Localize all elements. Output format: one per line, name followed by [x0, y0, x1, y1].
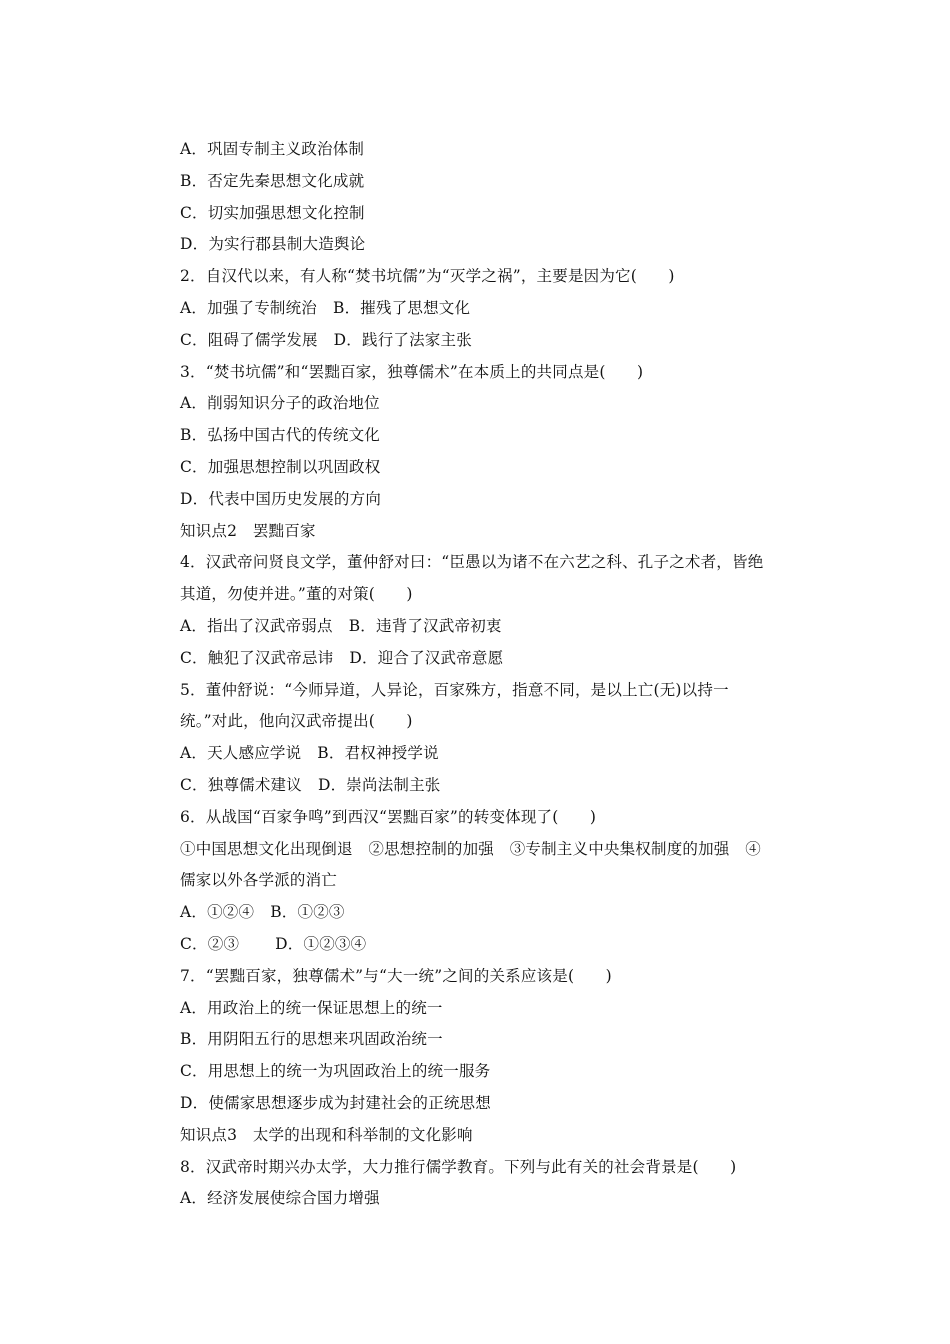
option-text: A．指出了汉武帝弱点	[180, 616, 333, 635]
option-text: B．用阴阳五行的思想来巩固政治统一	[180, 1030, 443, 1049]
question-line	[180, 961, 820, 993]
question-text: 6．从战国“百家争鸣”到西汉“罢黜百家”的转变体现了( )	[180, 807, 597, 826]
option-line	[180, 611, 820, 643]
option-line	[180, 325, 820, 357]
question-text: 7．“罢黜百家，独尊儒术”与“大一统”之间的关系应该是( )	[180, 966, 612, 985]
option-text: C．用思想上的统一为巩固政治上的统一服务	[180, 1062, 491, 1081]
question-line	[180, 357, 820, 389]
option-text: D．使儒家思想逐步成为封建社会的正统思想	[180, 1093, 491, 1112]
question-line	[180, 1152, 820, 1184]
option-text: C．独尊儒术建议	[180, 775, 302, 794]
option-line	[180, 1024, 820, 1056]
option-text: B．摧残了思想文化	[333, 298, 471, 317]
statement-text: ①中国思想文化出现倒退 ②思想控制的加强 ③专制主义中央集权制度的加强 ④	[180, 839, 761, 858]
option-text: B．君权神授学说	[317, 744, 439, 763]
option-text: D．①②③④	[275, 934, 367, 953]
question-text: 4．汉武帝问贤良文学，董仲舒对曰：“臣愚以为诸不在六艺之科、孔子之术者，皆绝	[180, 553, 764, 572]
question-line	[180, 547, 820, 579]
question-text: 统。”对此，他向汉武帝提出( )	[180, 712, 413, 731]
option-text: C．切实加强思想文化控制	[180, 203, 365, 222]
option-line	[180, 134, 820, 166]
option-text: A．削弱知识分子的政治地位	[180, 394, 380, 413]
question-line	[180, 261, 820, 293]
section-heading-text: 知识点2 罢黜百家	[180, 521, 316, 540]
option-line	[180, 166, 820, 198]
question-text: 3．“焚书坑儒”和“罢黜百家，独尊儒术”在本质上的共同点是( )	[180, 362, 644, 381]
option-text: B．违背了汉武帝初衷	[348, 616, 502, 635]
option-text: C．②③	[180, 934, 240, 953]
option-line	[180, 1056, 820, 1088]
option-line	[180, 1088, 820, 1120]
option-text: A．加强了专制统治	[180, 298, 317, 317]
section-heading	[180, 1120, 820, 1152]
option-line	[180, 388, 820, 420]
option-line	[180, 993, 820, 1025]
question-text: 2．自汉代以来，有人称“焚书坑儒”为“灭学之祸”，主要是因为它( )	[180, 267, 675, 286]
section-heading-text: 知识点3 太学的出现和科举制的文化影响	[180, 1125, 473, 1144]
statement-text: 儒家以外各学派的消亡	[180, 871, 338, 890]
question-text: 其道，勿使并进。”董的对策( )	[180, 585, 413, 604]
question-line	[180, 579, 820, 611]
option-line	[180, 484, 820, 516]
option-line	[180, 1183, 820, 1215]
option-text: C．加强思想控制以巩固政权	[180, 457, 381, 476]
option-text: C．触犯了汉武帝忌讳	[180, 648, 334, 667]
statement-line	[180, 865, 820, 897]
option-text: D．崇尚法制主张	[317, 775, 441, 794]
question-text: 8．汉武帝时期兴办太学，大力推行儒学教育。下列与此有关的社会背景是( )	[180, 1157, 737, 1176]
question-line	[180, 706, 820, 738]
option-text: A．经济发展使综合国力增强	[180, 1189, 380, 1208]
option-line	[180, 198, 820, 230]
option-line	[180, 293, 820, 325]
option-text: A．用政治上的统一保证思想上的统一	[180, 998, 443, 1017]
option-text: B．①②③	[270, 903, 345, 922]
option-line	[180, 420, 820, 452]
option-text: D．为实行郡县制大造舆论	[180, 235, 366, 254]
option-text: A．天人感应学说	[180, 744, 302, 763]
option-line	[180, 929, 820, 961]
question-line	[180, 675, 820, 707]
option-text: D．迎合了汉武帝意愿	[349, 648, 504, 667]
option-line	[180, 452, 820, 484]
option-line	[180, 229, 820, 261]
option-line	[180, 770, 820, 802]
option-text: D．代表中国历史发展的方向	[180, 489, 382, 508]
option-line	[180, 897, 820, 929]
statement-line	[180, 834, 820, 866]
option-line	[180, 643, 820, 675]
option-text: C．阻碍了儒学发展	[180, 330, 318, 349]
option-text: B．否定先秦思想文化成就	[180, 171, 365, 190]
option-text: D．践行了法家主张	[333, 330, 472, 349]
document-page	[180, 134, 820, 1215]
section-heading	[180, 516, 820, 548]
question-line	[180, 802, 820, 834]
question-text: 5．董仲舒说：“今师异道，人异论，百家殊方，指意不同，是以上亡(无)以持一	[180, 680, 729, 699]
option-line	[180, 738, 820, 770]
option-text: A．①②④	[180, 903, 255, 922]
option-text: A．巩固专制主义政治体制	[180, 140, 365, 158]
option-text: B．弘扬中国古代的传统文化	[180, 426, 380, 445]
